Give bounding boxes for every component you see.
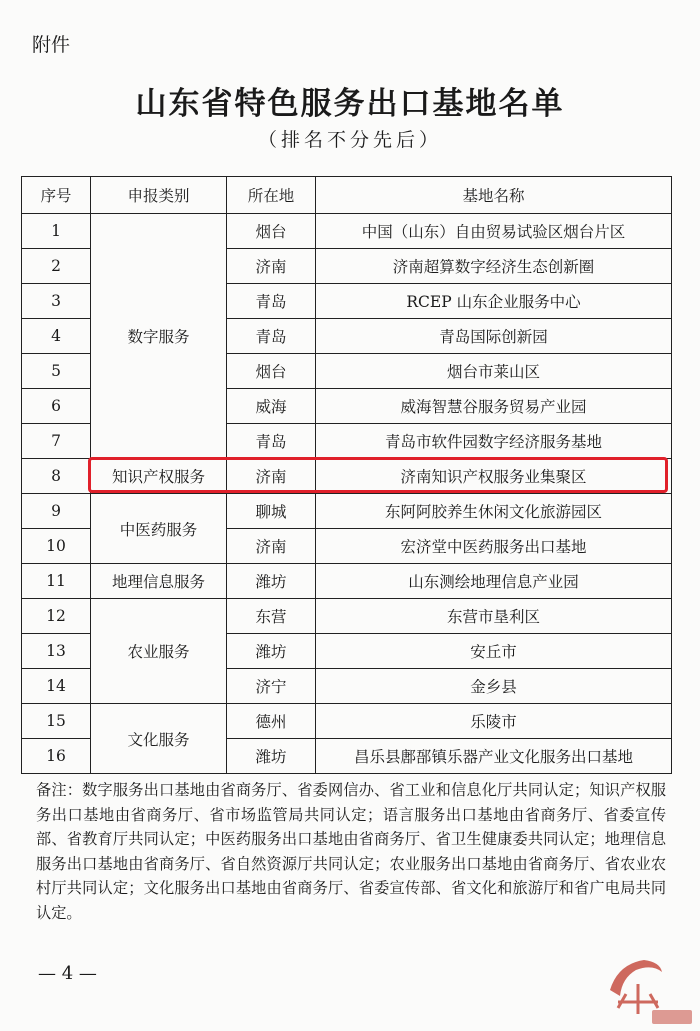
header-category: 申报类别	[91, 177, 227, 214]
attachment-label: 附件	[32, 34, 71, 56]
row-base-name: 济南超算数字经济生态创新圈	[316, 249, 672, 284]
row-location: 青岛	[227, 284, 316, 319]
category-cell: 地理信息服务	[91, 564, 227, 599]
row-location: 济南	[227, 249, 316, 284]
category-cell: 数字服务	[91, 214, 227, 459]
row-base-name: 东阿阿胶养生休闲文化旅游园区	[316, 494, 672, 529]
row-location: 烟台	[227, 354, 316, 389]
row-base-name: 中国（山东）自由贸易试验区烟台片区	[316, 214, 672, 249]
row-number: 5	[22, 354, 91, 389]
row-base-name: 威海智慧谷服务贸易产业园	[316, 389, 672, 424]
row-number: 16	[22, 739, 91, 774]
table-header-row	[22, 177, 672, 214]
row-base-name: 乐陵市	[316, 704, 672, 739]
category-cell: 知识产权服务	[91, 459, 227, 494]
row-number: 3	[22, 284, 91, 319]
watermark-logo-icon	[596, 950, 696, 1028]
row-number: 6	[22, 389, 91, 424]
row-base-name: 昌乐县鄌郚镇乐器产业文化服务出口基地	[316, 739, 672, 774]
row-base-name: 安丘市	[316, 634, 672, 669]
row-location: 潍坊	[227, 739, 316, 774]
category-cell: 文化服务	[91, 704, 227, 774]
row-base-name: 金乡县	[316, 669, 672, 704]
row-number: 10	[22, 529, 91, 564]
row-number: 12	[22, 599, 91, 634]
row-number: 7	[22, 424, 91, 459]
row-location: 东营	[227, 599, 316, 634]
row-base-name: 烟台市莱山区	[316, 354, 672, 389]
table-row	[22, 459, 672, 494]
remarks-paragraph: 备注：数字服务出口基地由省商务厅、省委网信办、省工业和信息化厅共同认定；知识产权服务出口基地由省商务厅、省市场监管局共同认定；语言服务出口基地由省商务厅、省委宣传部、省教育厅共同认定；中医药服务出口基地由省商务厅、省卫生健康委共同认定；地理信息服务出口基地由省商务厅、省自然资源厅共同认定；农业服务出口基地由省商务厅、省农业农村厅共同认定；文化服务出口基地由省商务厅、省委宣传部、省文化和旅游厅和省广电局共同认定。	[36, 781, 666, 922]
row-base-name: 山东测绘地理信息产业园	[316, 564, 672, 599]
row-base-name: RCEP 山东企业服务中心	[316, 284, 672, 319]
row-base-name: 青岛国际创新园	[316, 319, 672, 354]
row-location: 青岛	[227, 319, 316, 354]
row-number: 1	[22, 214, 91, 249]
page-number: — 4 —	[38, 963, 97, 984]
row-number: 14	[22, 669, 91, 704]
row-number: 11	[22, 564, 91, 599]
row-location: 潍坊	[227, 634, 316, 669]
row-base-name: 济南知识产权服务业集聚区	[316, 459, 672, 494]
table-row	[22, 564, 672, 599]
category-cell: 农业服务	[91, 599, 227, 704]
table-row	[22, 704, 672, 739]
category-cell: 中医药服务	[91, 494, 227, 564]
row-location: 烟台	[227, 214, 316, 249]
row-location: 济宁	[227, 669, 316, 704]
row-number: 13	[22, 634, 91, 669]
row-number: 2	[22, 249, 91, 284]
table-row	[22, 214, 672, 249]
document-subtitle: （排名不分先后）	[257, 129, 442, 151]
row-location: 济南	[227, 529, 316, 564]
row-location: 济南	[227, 459, 316, 494]
header-number: 序号	[22, 177, 91, 214]
row-base-name: 宏济堂中医药服务出口基地	[316, 529, 672, 564]
row-number: 8	[22, 459, 91, 494]
row-number: 9	[22, 494, 91, 529]
base-list-table	[21, 176, 672, 774]
header-location: 所在地	[227, 177, 316, 214]
row-location: 青岛	[227, 424, 316, 459]
row-location: 德州	[227, 704, 316, 739]
table-row	[22, 599, 672, 634]
row-location: 威海	[227, 389, 316, 424]
table-row	[22, 494, 672, 529]
row-location: 潍坊	[227, 564, 316, 599]
document-title: 山东省特色服务出口基地名单	[135, 86, 565, 122]
row-base-name: 青岛市软件园数字经济服务基地	[316, 424, 672, 459]
row-base-name: 东营市垦利区	[316, 599, 672, 634]
row-number: 15	[22, 704, 91, 739]
row-number: 4	[22, 319, 91, 354]
row-location: 聊城	[227, 494, 316, 529]
header-base-name: 基地名称	[316, 177, 672, 214]
